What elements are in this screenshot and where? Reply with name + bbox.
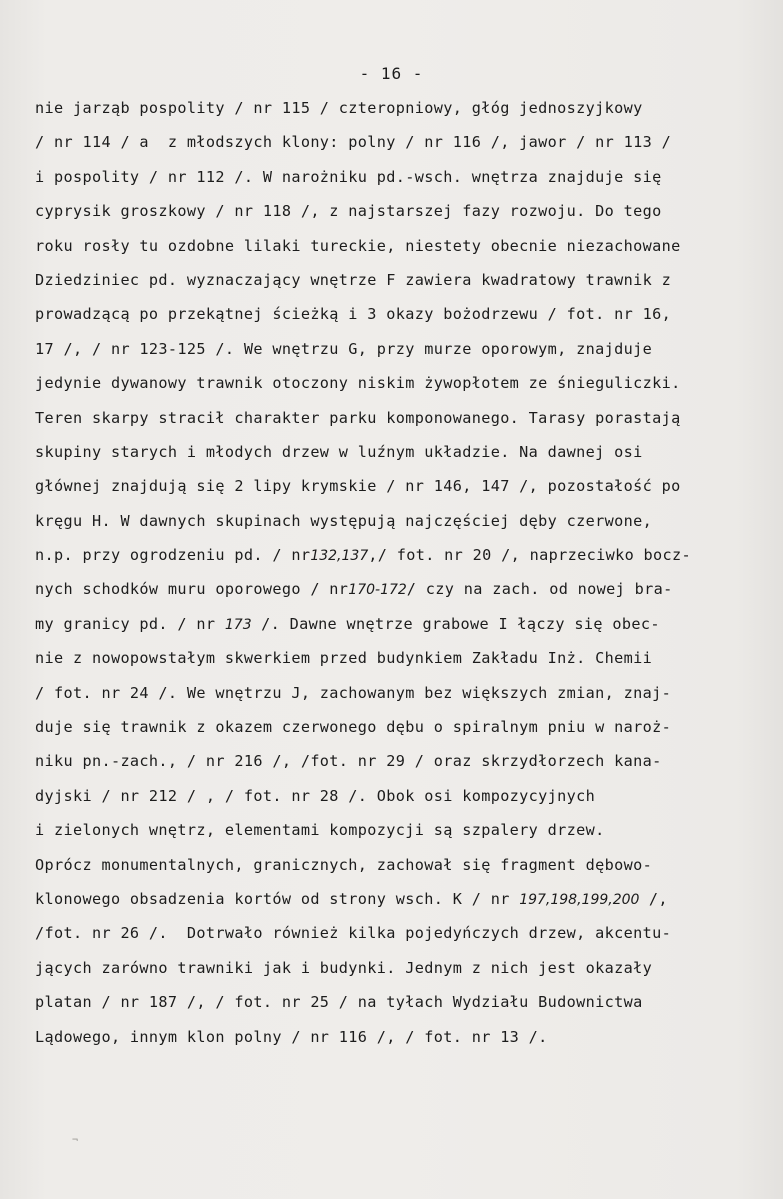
text-line	[35, 441, 765, 475]
text-line	[35, 578, 765, 612]
typed-text: / czy na zach. od nowej bra-	[406, 580, 673, 599]
text-line	[35, 682, 765, 716]
text-line	[35, 131, 765, 165]
typed-text: niku pn.-zach., / nr 216 /, /fot. nr 29 / oraz skrzydłorzech kana-	[35, 752, 662, 771]
text-line	[35, 888, 765, 922]
typed-text: i pospolity / nr 112 /. W narożniku pd.-wsch. wnętrza znajduje się	[35, 167, 662, 186]
handwritten-annotation: 173	[224, 616, 252, 633]
text-line	[35, 303, 765, 337]
typed-text: i zielonych wnętrz, elementami kompozycji są szpalery drzew.	[35, 821, 605, 840]
handwritten-annotation: 132,137	[310, 548, 369, 565]
typed-text: dyjski / nr 212 / , / fot. nr 28 /. Obok osi kompozycyjnych	[35, 786, 596, 805]
typed-text: Oprócz monumentalnych, granicznych, zachował się fragment dębowo-	[35, 855, 653, 874]
text-line	[35, 957, 765, 991]
typed-text: nie z nowopowstałym skwerkiem przed budynkiem Zakładu Inż. Chemii	[35, 649, 653, 668]
typed-text: platan / nr 187 /, / fot. nr 25 / na tyłach Wydziału Budownictwa	[35, 993, 643, 1012]
typed-text: jących zarówno trawniki jak i budynki. Jednym z nich jest okazały	[35, 958, 653, 977]
typed-text: my granicy pd. / nr	[35, 614, 225, 633]
typed-text: jedynie dywanowy trawnik otoczony niskim żywopłotem ze śnieguliczki.	[35, 374, 681, 393]
text-line	[35, 338, 765, 372]
typed-text: /,	[639, 889, 668, 908]
text-line	[35, 647, 765, 681]
typed-text: nych schodków muru oporowego / nr	[35, 580, 349, 599]
typed-text: Dziedziniec pd. wyznaczający wnętrze F zawiera kwadratowy trawnik z	[35, 270, 672, 289]
text-line	[35, 750, 765, 784]
typed-text: głównej znajdują się 2 lipy krymskie / nr 146, 147 /, pozostałość po	[35, 477, 681, 496]
text-line	[35, 510, 765, 544]
text-line	[35, 200, 765, 234]
handwritten-annotation: 197,198,199,200	[519, 891, 640, 908]
corner-mark: ¬	[72, 1135, 79, 1146]
handwritten-annotation: 170-172	[348, 582, 407, 599]
typed-text: cyprysik groszkowy / nr 118 /, z najstarszej fazy rozwoju. Do tego	[35, 202, 662, 221]
text-line	[35, 991, 765, 1025]
typed-text: kręgu H. W dawnych skupinach występują najczęściej dęby czerwone,	[35, 511, 653, 530]
body-text	[35, 97, 765, 1060]
typed-text: 17 /, / nr 123-125 /. We wnętrzu G, przy murze oporowym, znajduje	[35, 339, 653, 358]
page-number: - 16 -	[359, 64, 424, 83]
text-line	[35, 475, 765, 509]
text-line	[35, 613, 765, 647]
typed-text: skupiny starych i młodych drzew w luźnym układzie. Na dawnej osi	[35, 442, 643, 461]
text-line	[35, 269, 765, 303]
typed-text: prowadzącą po przekątnej ścieżką i 3 okazy bożodrzewu / fot. nr 16,	[35, 305, 672, 324]
text-line	[35, 235, 765, 269]
text-line	[35, 716, 765, 750]
text-line	[35, 1026, 765, 1060]
typed-text: / fot. nr 24 /. We wnętrzu J, zachowanym bez większych zmian, znaj-	[35, 683, 672, 702]
text-line	[35, 166, 765, 200]
text-line	[35, 922, 765, 956]
typed-text: roku rosły tu ozdobne lilaki tureckie, niestety obecnie niezachowane	[35, 236, 681, 255]
typed-text: Teren skarpy stracił charakter parku komponowanego. Tarasy porastają	[35, 408, 681, 427]
typed-text: /. Dawne wnętrze grabowe I łączy się obec-	[251, 614, 660, 633]
typed-text: n.p. przy ogrodzeniu pd. / nr	[35, 546, 311, 565]
typed-text: / nr 114 / a z młodszych klony: polny / nr 116 /, jawor / nr 113 /	[35, 133, 672, 152]
text-line	[35, 544, 765, 578]
typed-text: /fot. nr 26 /. Dotrwało również kilka pojedyńczych drzew, akcentu-	[35, 924, 672, 943]
text-line	[35, 854, 765, 888]
typed-text: klonowego obsadzenia kortów od strony wsch. K / nr	[35, 889, 520, 908]
text-line	[35, 372, 765, 406]
typed-text: nie jarząb pospolity / nr 115 / czteropniowy, głóg jednoszyjkowy	[35, 99, 643, 117]
typed-text: ,/ fot. nr 20 /, naprzeciwko bocz-	[368, 546, 692, 565]
typed-text: Lądowego, innym klon polny / nr 116 /, / fot. nr 13 /.	[35, 1027, 548, 1046]
text-line	[35, 819, 765, 853]
text-line	[35, 785, 765, 819]
typed-text: duje się trawnik z okazem czerwonego dębu o spiralnym pniu w naroż-	[35, 718, 672, 737]
text-line	[35, 407, 765, 441]
text-line	[35, 97, 765, 131]
